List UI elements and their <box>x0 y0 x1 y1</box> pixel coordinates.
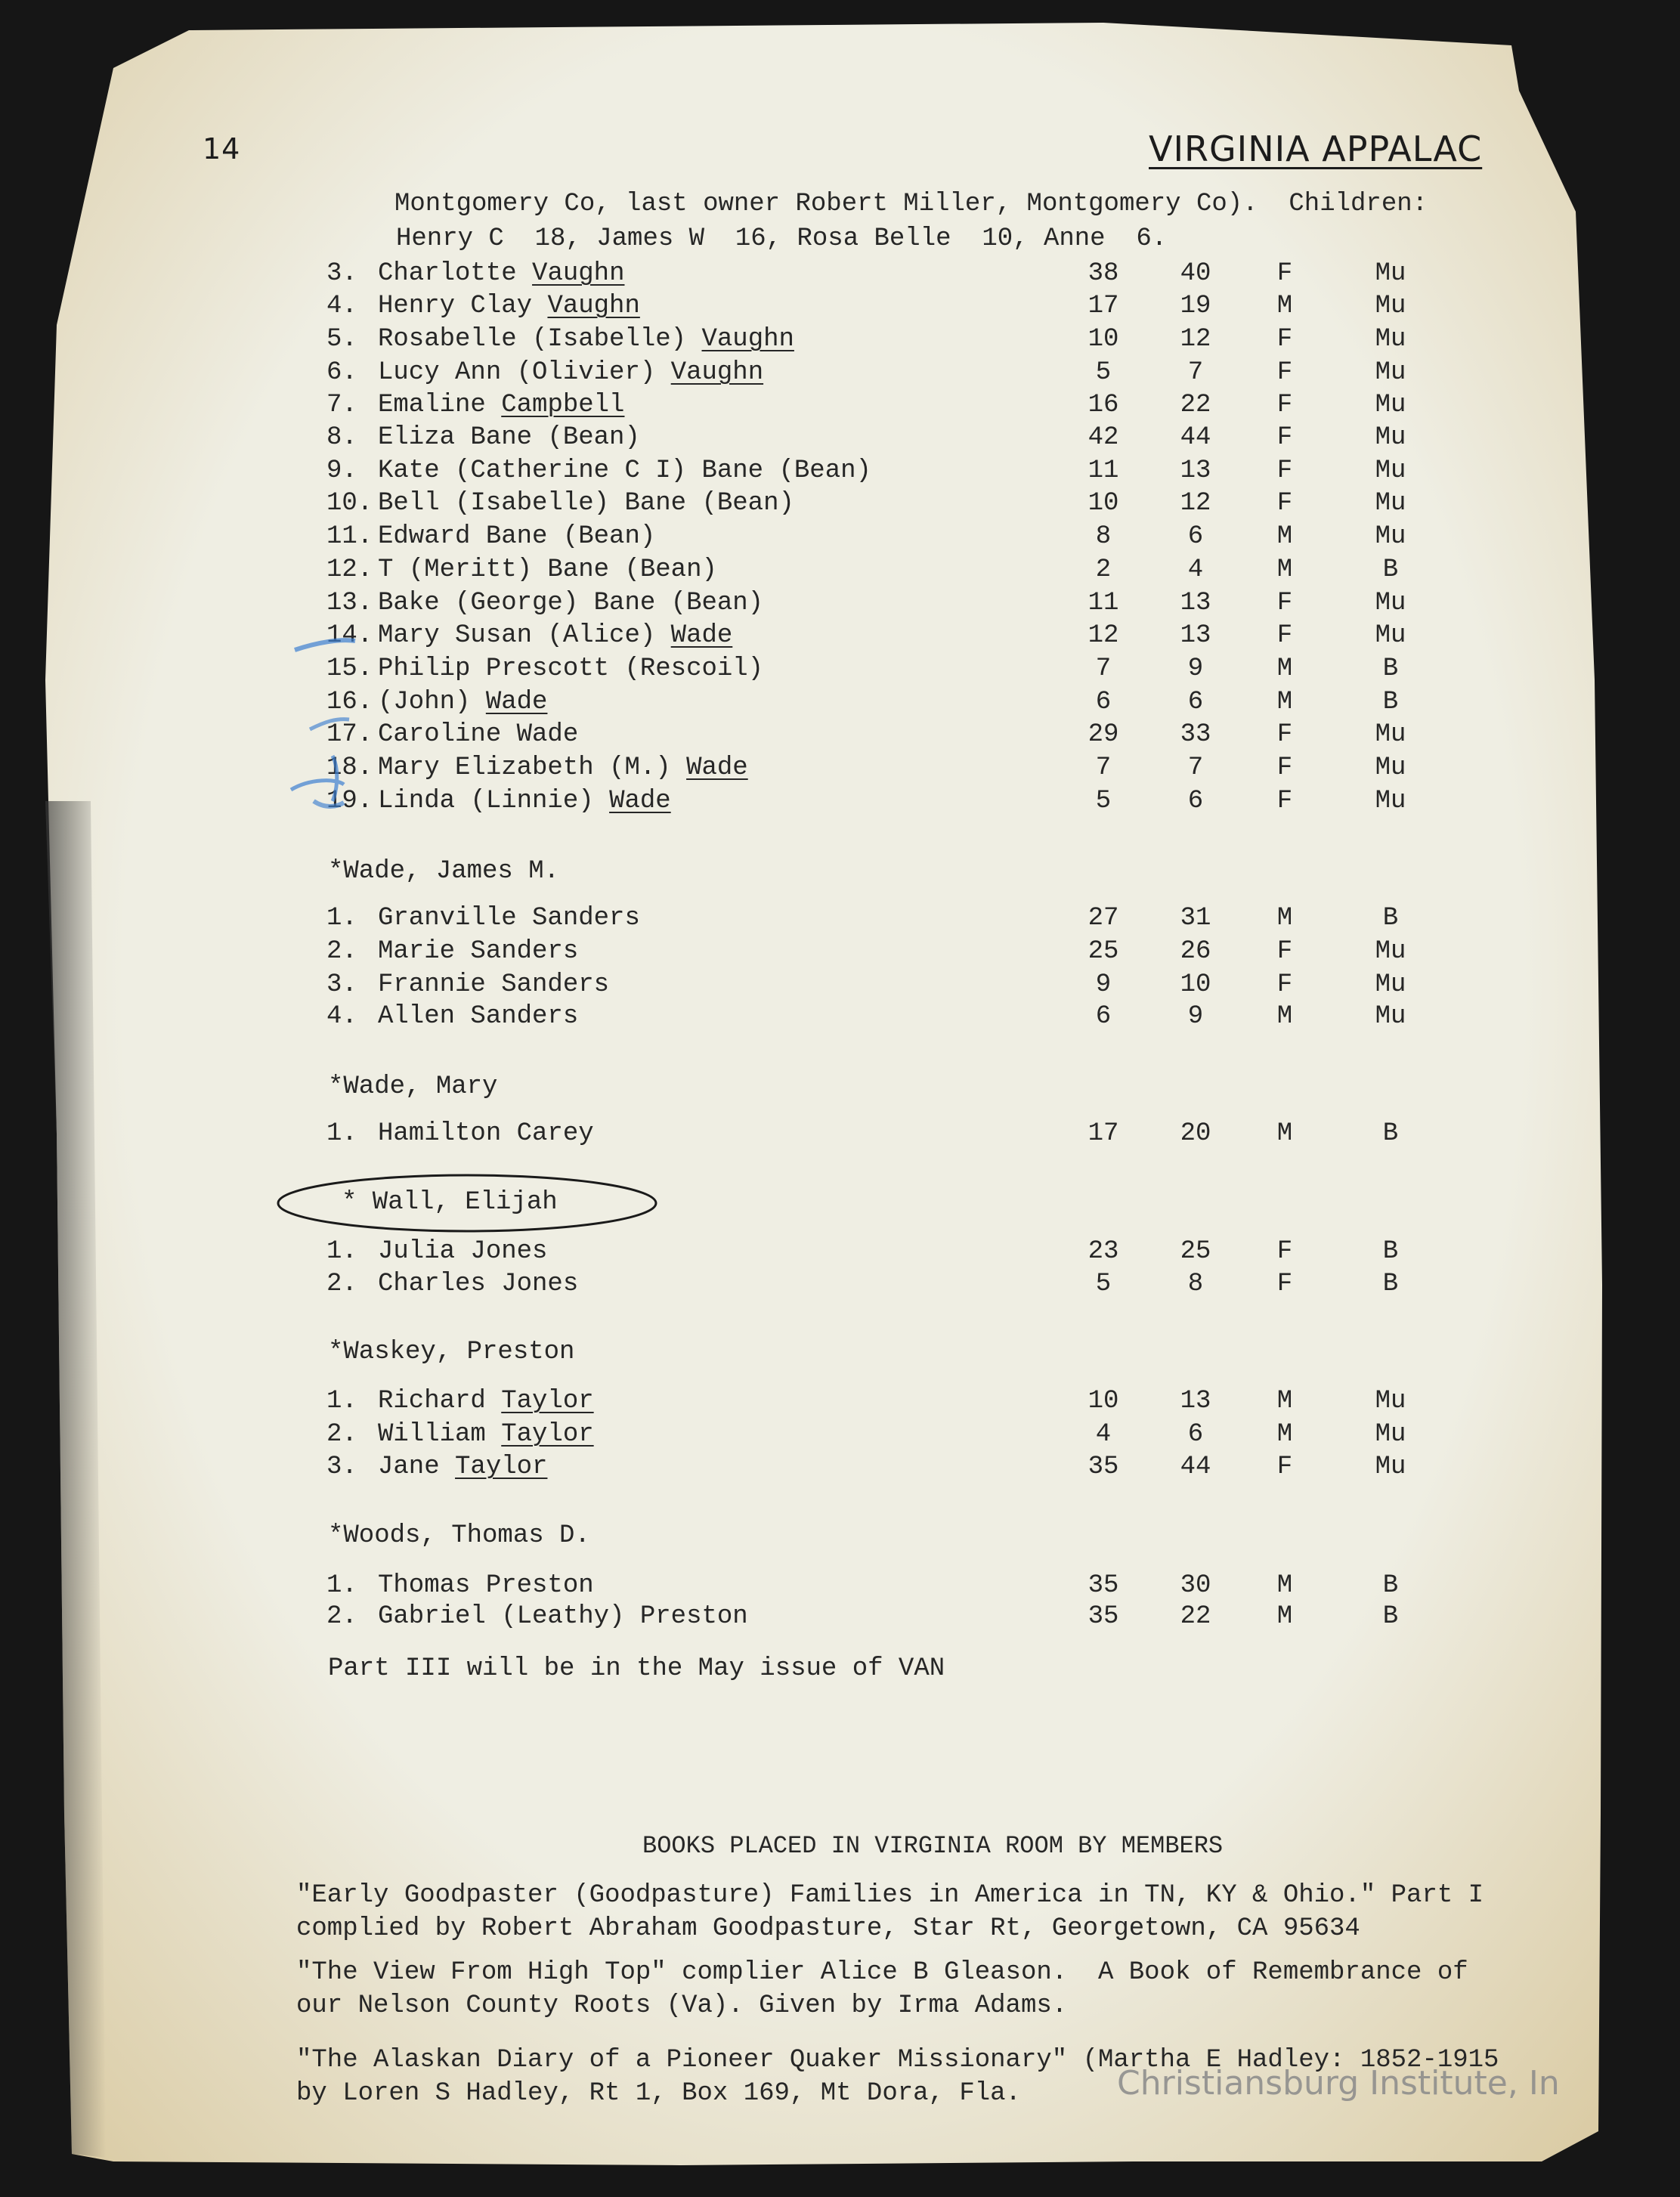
entry-surname: Wade <box>686 753 748 782</box>
entry-race: Mu <box>1375 1453 1406 1481</box>
entry-number: 11. <box>326 522 373 551</box>
entry-age-2: 7 <box>1187 753 1204 782</box>
entry-number: 16. <box>326 688 373 716</box>
table-row <box>0 489 1680 519</box>
entry-given-name: Thomas Preston <box>378 1571 594 1600</box>
entry-given-name: (John) <box>378 688 486 716</box>
entry-age-2: 22 <box>1180 391 1211 419</box>
entry-age-1: 10 <box>1088 325 1119 354</box>
owner-heading: *Wade, Mary <box>328 1072 498 1101</box>
table-row <box>0 904 1680 934</box>
entry-name <box>378 1571 594 1600</box>
entry-surname: Vaughn <box>547 292 640 320</box>
table-row <box>0 522 1680 552</box>
entry-number: 18. <box>326 753 373 782</box>
entry-race: Mu <box>1375 589 1406 617</box>
entry-name <box>378 621 732 650</box>
entry-name <box>378 423 640 452</box>
entry-race: Mu <box>1375 1387 1406 1416</box>
entry-race: Mu <box>1375 970 1406 999</box>
entry-given-name: Lucy Ann (Olivier) <box>378 358 671 387</box>
entry-number: 9. <box>326 456 357 485</box>
entry-name <box>378 292 640 320</box>
entry-race: Mu <box>1375 259 1406 288</box>
entry-sex: F <box>1276 456 1293 485</box>
table-row <box>0 1420 1680 1450</box>
entry-number: 4. <box>326 1002 357 1031</box>
book-entry-line-2: our Nelson County Roots (Va). Given by Irma Adams. <box>296 1991 1068 2020</box>
entry-surname: Wade <box>609 787 671 815</box>
entry-number: 8. <box>326 423 357 452</box>
entry-age-1: 42 <box>1088 423 1119 452</box>
entry-number: 3. <box>326 259 357 288</box>
entry-name <box>378 904 640 933</box>
entry-age-1: 17 <box>1088 1119 1119 1148</box>
entry-age-2: 40 <box>1180 259 1211 288</box>
entry-number: 15. <box>326 654 373 683</box>
entry-age-1: 6 <box>1095 688 1112 716</box>
entry-age-2: 6 <box>1187 1420 1204 1449</box>
entry-sex: M <box>1276 688 1293 716</box>
entry-number: 3. <box>326 970 357 999</box>
entry-age-2: 44 <box>1180 423 1211 452</box>
entry-race: Mu <box>1375 325 1406 354</box>
entry-age-2: 12 <box>1180 325 1211 354</box>
entry-race: B <box>1382 654 1399 683</box>
entry-age-1: 38 <box>1088 259 1119 288</box>
entry-age-1: 35 <box>1088 1602 1119 1631</box>
entry-given-name: Mary Susan (Alice) <box>378 621 671 650</box>
table-row <box>0 688 1680 718</box>
entry-sex: F <box>1276 970 1293 999</box>
entry-number: 3. <box>326 1453 357 1481</box>
entry-number: 10. <box>326 489 373 518</box>
entry-given-name: Linda (Linnie) <box>378 787 610 815</box>
table-row <box>0 1602 1680 1632</box>
entry-age-1: 7 <box>1095 654 1112 683</box>
entry-age-1: 11 <box>1088 456 1119 485</box>
entry-age-2: 30 <box>1180 1571 1211 1600</box>
entry-surname: Taylor <box>455 1453 548 1481</box>
entry-name <box>378 970 609 999</box>
entry-race: Mu <box>1375 423 1406 452</box>
entry-sex: F <box>1276 937 1293 966</box>
header-title: VIRGINIA APPALAC <box>1149 128 1483 169</box>
closing-note: Part III will be in the May issue of VAN <box>328 1654 945 1683</box>
entry-sex: M <box>1276 1119 1293 1148</box>
entry-surname: Wade <box>670 621 733 650</box>
entry-given-name: Charles Jones <box>378 1270 579 1298</box>
entry-name <box>378 555 717 584</box>
entry-number: 1. <box>326 1571 357 1600</box>
entry-race: Mu <box>1375 1420 1406 1449</box>
entry-race: Mu <box>1375 391 1406 419</box>
entry-number: 2. <box>326 937 357 966</box>
entry-given-name: T (Meritt) Bane (Bean) <box>378 555 717 584</box>
entry-age-1: 5 <box>1095 787 1112 815</box>
entry-number: 2. <box>326 1602 357 1631</box>
entry-race: Mu <box>1375 753 1406 782</box>
table-row <box>0 325 1680 355</box>
entry-surname: Vaughn <box>701 325 794 354</box>
entry-number: 7. <box>326 391 357 419</box>
book-entry-line-1: "The Alaskan Diary of a Pioneer Quaker Missionary" (Martha E Hadley: 1852-1915 <box>296 2046 1499 2075</box>
entry-age-1: 2 <box>1095 555 1112 584</box>
entry-age-1: 27 <box>1088 904 1119 933</box>
entry-name <box>378 1270 578 1298</box>
entry-given-name: Bell (Isabelle) Bane (Bean) <box>378 489 794 518</box>
entry-sex: M <box>1276 292 1293 320</box>
table-row <box>0 292 1680 322</box>
table-row <box>0 358 1680 388</box>
page-number: 14 <box>203 132 241 166</box>
entry-race: Mu <box>1375 456 1406 485</box>
table-row <box>0 1453 1680 1483</box>
entry-race: B <box>1382 1602 1399 1631</box>
entry-name <box>378 1387 594 1416</box>
entry-name <box>378 325 794 354</box>
entry-given-name: Philip Prescott (Rescoil) <box>378 654 764 683</box>
entry-number: 2. <box>326 1420 357 1449</box>
entry-age-2: 44 <box>1180 1453 1211 1481</box>
entry-name <box>378 787 671 815</box>
entry-race: B <box>1382 1237 1399 1266</box>
entry-given-name: Bake (George) Bane (Bean) <box>378 589 764 617</box>
entry-given-name: Richard <box>378 1387 502 1416</box>
entry-sex: F <box>1276 489 1293 518</box>
entry-race: Mu <box>1375 937 1406 966</box>
entry-name <box>378 937 578 966</box>
entry-race: Mu <box>1375 1002 1406 1031</box>
table-row <box>0 1387 1680 1417</box>
table-row <box>0 589 1680 619</box>
table-row <box>0 423 1680 453</box>
entry-given-name: Emaline <box>378 391 502 419</box>
entry-age-1: 29 <box>1088 720 1119 749</box>
entry-age-2: 4 <box>1187 555 1204 584</box>
entry-age-2: 31 <box>1180 904 1211 933</box>
entry-name <box>378 358 763 387</box>
entry-number: 1. <box>326 1237 357 1266</box>
entry-sex: M <box>1276 904 1293 933</box>
entry-number: 17. <box>326 720 373 749</box>
entry-surname: Campbell <box>501 391 625 419</box>
entry-age-2: 9 <box>1187 1002 1204 1031</box>
entry-given-name: Gabriel (Leathy) Preston <box>378 1602 748 1631</box>
entry-age-2: 6 <box>1187 522 1204 551</box>
entry-given-name: Marie Sanders <box>378 937 579 966</box>
entry-given-name: Frannie Sanders <box>378 970 610 999</box>
entry-number: 1. <box>326 1387 357 1416</box>
entry-given-name: Eliza Bane (Bean) <box>378 423 640 452</box>
owner-heading: *Waskey, Preston <box>328 1338 575 1366</box>
entry-sex: F <box>1276 753 1293 782</box>
entry-number: 13. <box>326 589 373 617</box>
entry-given-name: Caroline Wade <box>378 720 579 749</box>
entry-sex: F <box>1276 423 1293 452</box>
entry-age-1: 5 <box>1095 358 1112 387</box>
entry-number: 4. <box>326 292 357 320</box>
entry-age-2: 26 <box>1180 937 1211 966</box>
entry-sex: F <box>1276 621 1293 650</box>
entry-number: 6. <box>326 358 357 387</box>
table-row <box>0 970 1680 1001</box>
entry-number: 19. <box>326 787 373 815</box>
watermark: Christiansburg Institute, In <box>1117 2064 1560 2103</box>
table-row <box>0 654 1680 685</box>
entry-sex: F <box>1276 358 1293 387</box>
entry-age-1: 10 <box>1088 489 1119 518</box>
entry-name <box>378 688 547 716</box>
entry-given-name: Henry Clay <box>378 292 548 320</box>
entry-sex: F <box>1276 1270 1293 1298</box>
table-row <box>0 555 1680 586</box>
table-row <box>0 787 1680 817</box>
entry-name <box>378 1453 547 1481</box>
entry-age-1: 35 <box>1088 1453 1119 1481</box>
entry-name <box>378 391 624 419</box>
table-row <box>0 1002 1680 1032</box>
entry-given-name: Kate (Catherine C I) Bane (Bean) <box>378 456 871 485</box>
entry-race: B <box>1382 555 1399 584</box>
entry-race: Mu <box>1375 358 1406 387</box>
entry-age-1: 8 <box>1095 522 1112 551</box>
entry-age-1: 12 <box>1088 621 1119 650</box>
entry-age-1: 25 <box>1088 937 1119 966</box>
entry-surname: Wade <box>485 688 548 716</box>
entry-age-1: 5 <box>1095 1270 1112 1298</box>
entry-sex: F <box>1276 325 1293 354</box>
entry-name <box>378 753 748 782</box>
intro-line-1: Montgomery Co, last owner Robert Miller, Montgomery Co). Children: <box>394 190 1428 218</box>
entry-given-name: Charlotte <box>378 259 533 288</box>
entry-age-2: 22 <box>1180 1602 1211 1631</box>
entry-name <box>378 1002 578 1031</box>
entry-age-1: 4 <box>1095 1420 1112 1449</box>
entry-age-2: 19 <box>1180 292 1211 320</box>
entry-name <box>378 259 624 288</box>
entry-number: 1. <box>326 1119 357 1148</box>
entry-race: Mu <box>1375 489 1406 518</box>
entry-race: B <box>1382 688 1399 716</box>
owner-heading: *Woods, Thomas D. <box>328 1521 590 1550</box>
entry-sex: M <box>1276 1002 1293 1031</box>
entry-age-1: 6 <box>1095 1002 1112 1031</box>
entry-age-1: 17 <box>1088 292 1119 320</box>
entry-surname: Vaughn <box>670 358 764 387</box>
entry-number: 12. <box>326 555 373 584</box>
entry-given-name: Hamilton Carey <box>378 1119 594 1148</box>
entry-given-name: Allen Sanders <box>378 1002 579 1031</box>
owner-heading: * Wall, Elijah <box>342 1188 558 1217</box>
table-row <box>0 391 1680 421</box>
entry-race: B <box>1382 1571 1399 1600</box>
entry-given-name: Jane <box>378 1453 456 1481</box>
entry-age-1: 7 <box>1095 753 1112 782</box>
table-row <box>0 753 1680 784</box>
entry-name <box>378 522 655 551</box>
entry-sex: F <box>1276 1237 1293 1266</box>
entry-sex: M <box>1276 654 1293 683</box>
entry-given-name: Granville Sanders <box>378 904 640 933</box>
entry-age-2: 25 <box>1180 1237 1211 1266</box>
entry-age-2: 13 <box>1180 621 1211 650</box>
entry-given-name: Mary Elizabeth (M.) <box>378 753 687 782</box>
entry-given-name: Julia Jones <box>378 1237 548 1266</box>
table-row <box>0 1571 1680 1601</box>
entry-race: Mu <box>1375 292 1406 320</box>
entry-age-2: 10 <box>1180 970 1211 999</box>
entry-sex: M <box>1276 522 1293 551</box>
entry-number: 5. <box>326 325 357 354</box>
entry-sex: F <box>1276 1453 1293 1481</box>
table-row <box>0 456 1680 487</box>
entry-name <box>378 1119 594 1148</box>
table-row <box>0 259 1680 289</box>
table-row <box>0 1270 1680 1300</box>
entry-race: B <box>1382 904 1399 933</box>
entry-surname: Vaughn <box>532 259 625 288</box>
entry-age-2: 9 <box>1187 654 1204 683</box>
entry-name <box>378 720 578 749</box>
table-row <box>0 1237 1680 1267</box>
table-row <box>0 720 1680 750</box>
entry-name <box>378 1237 547 1266</box>
entry-race: B <box>1382 1270 1399 1298</box>
entry-number: 2. <box>326 1270 357 1298</box>
entry-sex: F <box>1276 787 1293 815</box>
table-row <box>0 1119 1680 1150</box>
entry-sex: M <box>1276 1571 1293 1600</box>
books-heading: BOOKS PLACED IN VIRGINIA ROOM BY MEMBERS <box>642 1832 1224 1860</box>
entry-number: 14. <box>326 621 373 650</box>
entry-race: Mu <box>1375 522 1406 551</box>
entry-name <box>378 654 763 683</box>
entry-number: 1. <box>326 904 357 933</box>
entry-sex: F <box>1276 589 1293 617</box>
entry-name <box>378 589 763 617</box>
entry-age-1: 10 <box>1088 1387 1119 1416</box>
entry-age-1: 16 <box>1088 391 1119 419</box>
entry-race: Mu <box>1375 787 1406 815</box>
entry-age-2: 12 <box>1180 489 1211 518</box>
entry-age-1: 9 <box>1095 970 1112 999</box>
entry-race: Mu <box>1375 720 1406 749</box>
entry-name <box>378 456 871 485</box>
book-entry-line-2: complied by Robert Abraham Goodpasture, Star Rt, Georgetown, CA 95634 <box>296 1914 1360 1943</box>
book-entry-line-1: "The View From High Top" complier Alice B Gleason. A Book of Remembrance of <box>296 1958 1468 1987</box>
entry-age-2: 20 <box>1180 1119 1211 1148</box>
table-row <box>0 937 1680 967</box>
owner-heading: *Wade, James M. <box>328 857 560 886</box>
entry-age-2: 6 <box>1187 787 1204 815</box>
entry-sex: M <box>1276 1602 1293 1631</box>
entry-surname: Taylor <box>501 1420 594 1449</box>
entry-age-2: 7 <box>1187 358 1204 387</box>
entry-sex: M <box>1276 555 1293 584</box>
entry-name <box>378 489 794 518</box>
entry-given-name: Rosabelle (Isabelle) <box>378 325 702 354</box>
entry-sex: F <box>1276 720 1293 749</box>
entry-given-name: William <box>378 1420 502 1449</box>
entry-age-1: 23 <box>1088 1237 1119 1266</box>
entry-given-name: Edward Bane (Bean) <box>378 522 656 551</box>
entry-race: B <box>1382 1119 1399 1148</box>
book-entry-line-2: by Loren S Hadley, Rt 1, Box 169, Mt Dora, Fla. <box>296 2079 1021 2108</box>
entry-sex: F <box>1276 259 1293 288</box>
entry-age-1: 35 <box>1088 1571 1119 1600</box>
entry-age-1: 11 <box>1088 589 1119 617</box>
intro-line-2: Henry C 18, James W 16, Rosa Belle 10, Anne 6. <box>396 224 1168 253</box>
entry-age-2: 33 <box>1180 720 1211 749</box>
entry-name <box>378 1420 594 1449</box>
entry-age-2: 8 <box>1187 1270 1204 1298</box>
entry-age-2: 13 <box>1180 1387 1211 1416</box>
table-row <box>0 621 1680 651</box>
entry-sex: F <box>1276 391 1293 419</box>
book-entry-line-1: "Early Goodpaster (Goodpasture) Families in America in TN, KY & Ohio." Part I <box>296 1881 1484 1910</box>
entry-sex: M <box>1276 1420 1293 1449</box>
entry-sex: M <box>1276 1387 1293 1416</box>
entry-name <box>378 1602 748 1631</box>
entry-age-2: 13 <box>1180 456 1211 485</box>
entry-surname: Taylor <box>501 1387 594 1416</box>
entry-age-2: 13 <box>1180 589 1211 617</box>
entry-race: Mu <box>1375 621 1406 650</box>
entry-age-2: 6 <box>1187 688 1204 716</box>
